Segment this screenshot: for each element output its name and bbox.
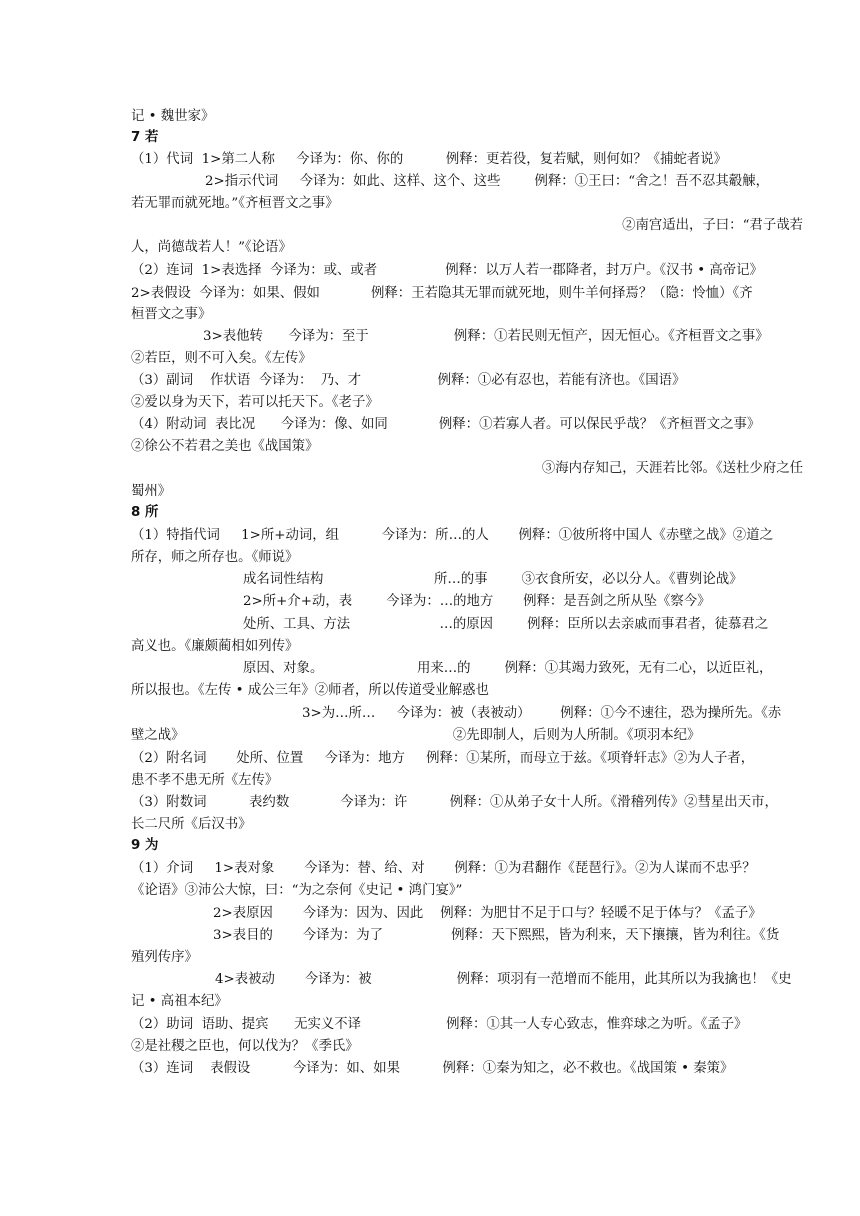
text-line: ③海内存知己，天涯若比邻。《送杜少府之任 [541, 461, 803, 476]
text-line: 2>表原因 今译为：因为、因此 例释：为肥甘不足于口与？轻暖不足于体与？《孟子》 [213, 906, 762, 921]
text-line: （2）连词 1>表选择 今译为：或、或者 例释：以万人若一郡降者，封万户。《汉书 • 高帝记》 [131, 263, 763, 278]
text-line: 壁之战》 ②先即制人，后则为人所制。《项羽本纪》 [131, 728, 701, 743]
text-line: 成名词性结构 所…的事 ③衣食所安，必以分人。《曹刿论战》 [243, 572, 743, 587]
text-line: 3>表目的 今译为：为了 例释：天下熙熙，皆为利来，天下攘攘，皆为利往。《货 [213, 928, 780, 943]
text-line: 处所、工具、方法 …的原因 例释：臣所以去亲戚而事君者，徒慕君之 [243, 617, 769, 632]
text-line: 殖列传序》 [131, 950, 198, 965]
text-line: ②南宫适出，子曰：“君子哉若 [622, 218, 803, 233]
text-line: ②徐公不若君之美也《战国策》 [131, 439, 319, 454]
text-line: 2>指示代词 今译为：如此、这样、这个、这些 例释：①王曰：“舍之！吾不忍其觳觫， [205, 174, 769, 189]
text-line: ②是社稷之臣也，何以伐为？《季氏》 [131, 1039, 359, 1054]
text-line: 记 • 魏世家》 [131, 109, 215, 124]
text-line: 4>表被动 今译为：被 例释：项羽有一范增而不能用，此其所以为我擒也！《史 [215, 972, 792, 987]
text-line: 患不孝不患无所《左传》 [131, 773, 279, 788]
text-line: （3）附数词 表约数 今译为：许 例释：①从弟子女十人所。《滑稽列传》②彗星出天市， [131, 795, 778, 810]
section-heading: 7 若 [131, 130, 159, 145]
text-line: 若无罪而就死地。”《齐桓晋文之事》 [131, 196, 339, 211]
text-line: 原因、对象。 用来…的 例释：①其竭力致死，无有二心，以近臣礼， [243, 661, 773, 676]
text-line: （2）助词 语助、提宾 无实义不译 例释：①其一人专心致志，惟弈球之为听。《孟子》 [131, 1017, 748, 1032]
text-line: 所存，师之所存也。《师说》 [131, 550, 299, 565]
text-line: 记 • 高祖本纪》 [131, 994, 228, 1009]
text-line: 桓晋文之事》 [131, 307, 212, 322]
text-line: 3>为…所… 今译为：被（表被动） 例释：①今不速往，恐为操所先。《赤 [302, 706, 782, 721]
text-line: 2>表假设 今译为：如果、假如 例释：王若隐其无罪而就死地，则牛羊何择焉？（隐：怜恤）《齐 [131, 286, 753, 301]
text-line: ②若臣，则不可入矣。《左传》 [131, 351, 312, 366]
text-line: （1）特指代词 1>所+动词，组 今译为：所…的人 例释：①彼所将中国人《赤壁之战》②道之 [131, 528, 773, 543]
section-heading: 9 为 [131, 838, 159, 853]
text-line: （2）附名词 处所、位置 今译为：地方 例释：①某所，而母立于兹。《项脊轩志》②为人子者， [131, 751, 755, 766]
text-line: 《论语》③沛公大惊，曰：“为之奈何《史记 • 鸿门宴》” [131, 883, 463, 898]
text-line: 2>所+介+动，表 今译为：…的地方 例释：是吾剑之所从坠《察今》 [243, 594, 711, 609]
text-line: （3）连词 表假设 今译为：如、如果 例释：①秦为知之，必不救也。《战国策 • 秦策》 [131, 1061, 734, 1076]
text-line: 高义也。《廉颇蔺相如列传》 [131, 639, 299, 654]
text-line: 所以报也。《左传 • 成公三年》②师者，所以传道受业解惑也 [131, 683, 489, 698]
text-line: 长二尺所《后汉书》 [131, 817, 252, 832]
text-line: （1）介词 1>表对象 今译为：替、给、对 例释：①为君翻作《琵琶行》。②为人谋而不忠乎？ [131, 861, 756, 876]
section-heading: 8 所 [131, 505, 159, 520]
text-line: 人，尚德哉若人！”《论语》 [131, 240, 292, 255]
text-line: （1）代词 1>第二人称 今译为：你、你的 例释：更若役，复若赋，则何如？《捕蛇者说》 [131, 152, 728, 167]
text-line: （3）副词 作状语 今译为： 乃、才 例释：①必有忍也，若能有济也。《国语》 [131, 373, 686, 388]
text-line: （4）附动词 表比况 今译为：像、如同 例释：①若寡人者。可以保民乎哉？《齐桓晋文之事》 [131, 417, 761, 432]
text-line: 3>表他转 今译为：至于 例释：①若民则无恒产，因无恒心。《齐桓晋文之事》 [203, 329, 769, 344]
text-line: 蜀州》 [131, 484, 172, 499]
text-line: ②爱以身为天下，若可以托天下。《老子》 [131, 395, 379, 410]
